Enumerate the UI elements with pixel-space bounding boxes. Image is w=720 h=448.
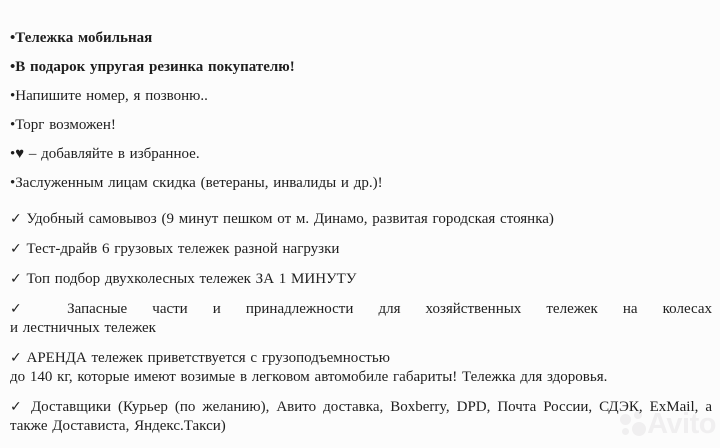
bullet-text: Напишите номер, я позвоню.. — [15, 88, 208, 104]
check-line-justified — [10, 300, 712, 319]
bullet-item — [10, 29, 712, 48]
bullet-item — [10, 116, 712, 135]
bullet-list — [10, 29, 712, 193]
bullet-icon: • — [10, 146, 16, 162]
check-item — [10, 210, 712, 229]
check-item — [10, 240, 712, 259]
bullet-icon: • — [10, 175, 16, 191]
bullet-icon: • — [10, 117, 16, 133]
check-icon: ✓ — [10, 301, 43, 317]
check-icon: ✓ — [10, 211, 22, 227]
bullet-text: Заслуженным лицам скидка (ветераны, инвалиды и др.)! — [15, 175, 383, 191]
check-text: Доставщики (Курьер (по желанию), Авито доставка, Boxberry, DPD, Почта России, СДЭК, ExMail, а также Достависта, Яндекс.Такси) — [10, 399, 713, 434]
bullet-item — [10, 174, 712, 193]
check-list — [10, 210, 712, 436]
bullet-text: В подарок упругая резинка покупателю! — [15, 59, 295, 75]
bullet-text-with-heart-icon: ♥ – добавляйте в избранное. — [15, 146, 200, 162]
check-item — [10, 270, 712, 289]
check-line: и лестничных тележек — [10, 320, 156, 336]
check-icon: ✓ — [10, 271, 22, 287]
bullet-text: Торг возможен! — [15, 117, 116, 133]
check-item — [10, 398, 712, 436]
check-text: Удобный самовывоз (9 минут пешком от м. Динамо, развитая городская стоянка) — [26, 211, 554, 227]
check-item — [10, 349, 712, 387]
check-text: АРЕНДА тележек приветствуется с грузоподъемностью — [26, 350, 390, 366]
check-icon: ✓ — [10, 241, 22, 257]
bullet-icon: • — [10, 59, 16, 75]
bullet-item — [10, 87, 712, 106]
check-line — [10, 349, 712, 368]
bullet-icon: • — [10, 30, 16, 46]
bullet-icon: • — [10, 88, 16, 104]
check-icon: ✓ — [10, 399, 24, 415]
bullet-item — [10, 58, 712, 77]
bullet-item — [10, 145, 712, 164]
check-text: Тест-драйв 6 грузовых тележек разной нагрузки — [26, 241, 340, 257]
check-item — [10, 300, 712, 338]
check-line: до 140 кг, которые имеют возимые в легковом автомобиле габариты! Тележка для здоровья. — [10, 369, 608, 385]
watermark-text: Avito — [647, 408, 716, 440]
check-text: Топ подбор двухколесных тележек ЗА 1 МИНУТУ — [26, 271, 357, 287]
check-icon: ✓ — [10, 350, 22, 366]
check-text: Запасные части и принадлежности для хозяйственных тележек на колесах — [67, 301, 712, 317]
bullet-text: Тележка мобильная — [15, 30, 153, 46]
